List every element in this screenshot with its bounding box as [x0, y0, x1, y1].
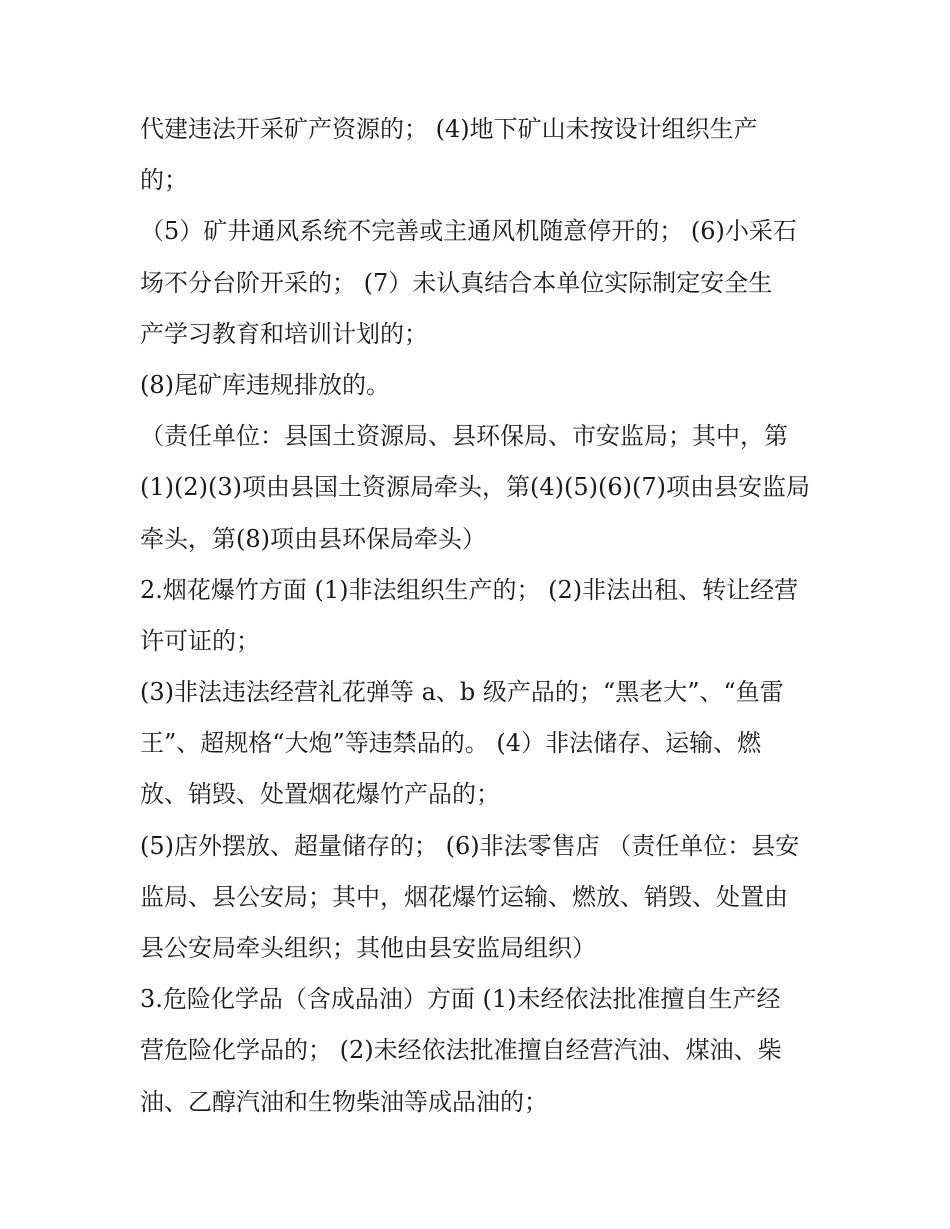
text-line: 代建违法开采矿产资源的； (4)地下矿山未按设计组织生产: [140, 115, 758, 143]
text-line: 场不分台阶开采的； (7）未认真结合本单位实际制定安全生: [140, 268, 773, 297]
text-line: 营危险化学品的； (2)未经依法批准擅自经营汽油、煤油、柴: [140, 1036, 782, 1065]
text-line: (1)(2)(3)项由县国土资源局牵头，第(4)(5)(6)(7)项由县安监局: [140, 473, 810, 502]
text-line: （责任单位：县国土资源局、县环保局、市安监局；其中，第: [140, 422, 788, 451]
text-line: (3)非法违法经营礼花弹等 a、b 级产品的；“黑老大”、“鱼雷: [140, 678, 784, 707]
text-line: 县公安局牵头组织；其他由县安监局组织）: [140, 934, 596, 962]
text-line: (5)店外摆放、超量储存的； (6)非法零售店 （责任单位：县安: [140, 831, 800, 860]
text-line: 油、乙醇汽油和生物柴油等成品油的；: [140, 1087, 548, 1116]
text-line: 王”、超规格“大炮”等违禁品的。 (4）非法储存、运输、燃: [140, 729, 762, 758]
text-line: 2.烟花爆竹方面 (1)非法组织生产的； (2)非法出租、转让经营: [140, 575, 799, 604]
text-line: （5）矿井通风系统不完善或主通风机随意停开的； (6)小采石: [140, 217, 797, 246]
text-line: 产学习教育和培训计划的；: [140, 319, 428, 348]
text-line: 监局、县公安局；其中，烟花爆竹运输、燃放、销毁、处置由: [140, 882, 788, 911]
text-line: 3.危险化学品（含成品油）方面 (1)未经依法批准擅自生产经: [140, 985, 781, 1014]
text-line: (8)尾矿库违规排放的。: [140, 370, 390, 399]
text-line: 放、销毁、处置烟花爆竹产品的；: [140, 780, 500, 809]
text-line: 的；: [140, 166, 188, 195]
text-line: 牵头，第(8)项由县环保局牵头）: [140, 524, 486, 553]
document-body: [140, 104, 830, 1128]
text-line: 许可证的；: [140, 626, 260, 655]
